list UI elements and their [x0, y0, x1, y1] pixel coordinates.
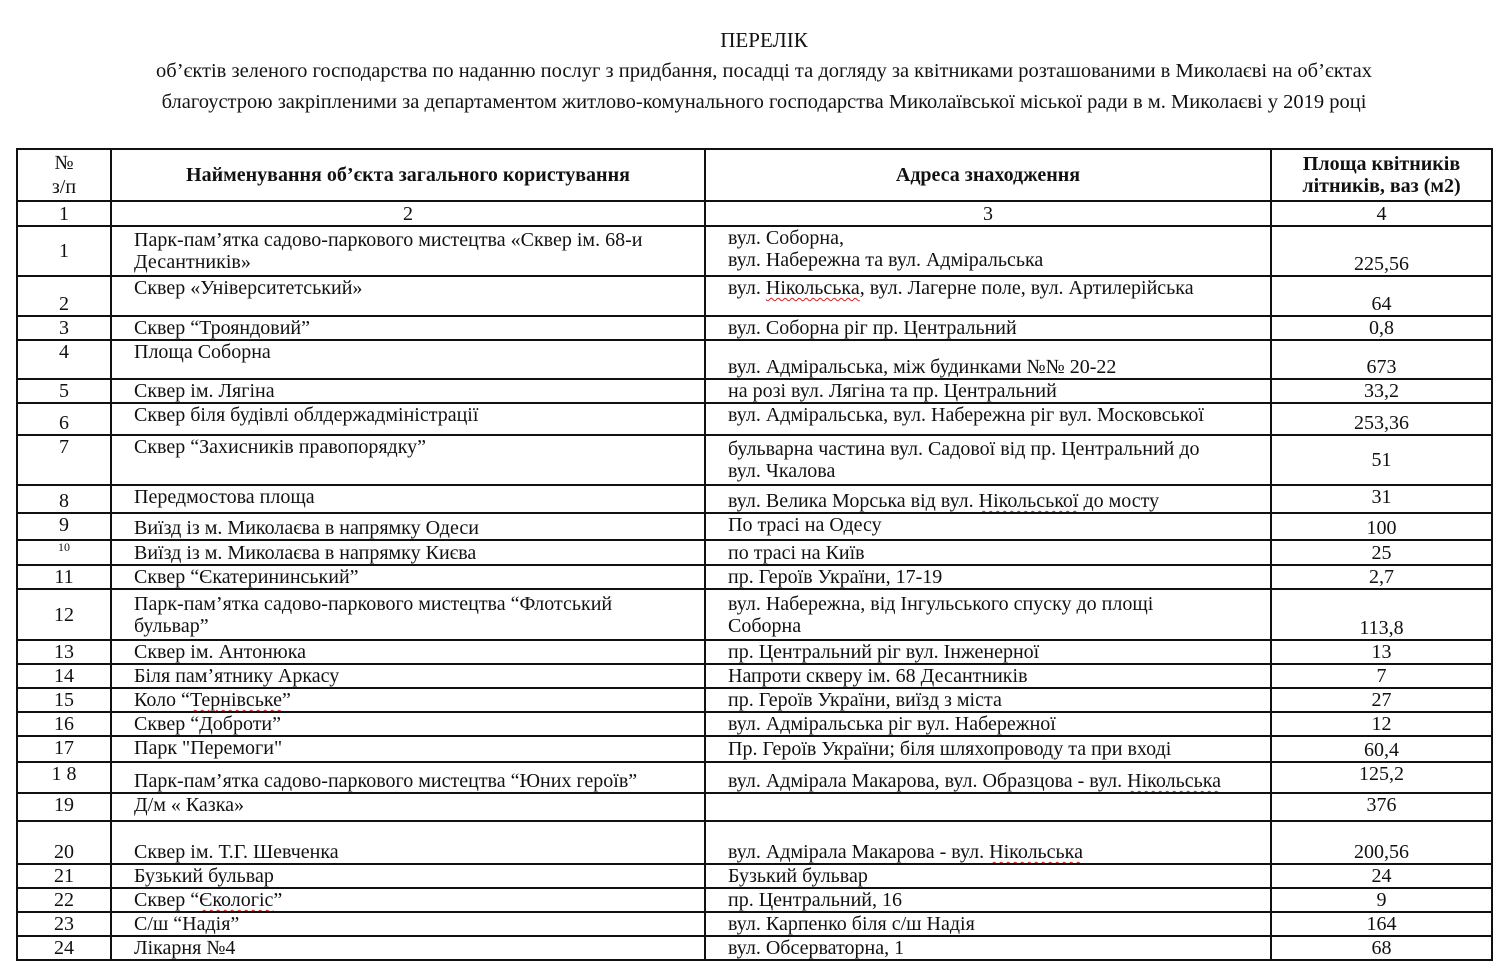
flowerbed-area: 100	[1271, 513, 1492, 540]
object-address	[705, 793, 1271, 821]
table-row	[17, 435, 1492, 485]
object-address: вул. Соборна ріг пр. Центральний	[705, 316, 1271, 340]
object-name	[111, 226, 705, 276]
document-title: ПЕРЕЛІК	[720, 28, 808, 52]
header-number-abbr: з/п	[51, 176, 77, 198]
row-number: 11	[17, 565, 111, 589]
row-number: 3	[17, 316, 111, 340]
table-row	[17, 540, 1492, 565]
address-part-misspelled: Нікольська	[765, 277, 860, 299]
flowerbed-area: 25	[1271, 540, 1492, 565]
name-part-misspelled: Єкологіс	[199, 889, 274, 911]
table-row	[17, 589, 1492, 640]
table-row	[17, 821, 1492, 864]
flowerbed-area: 13	[1271, 640, 1492, 664]
row-number: 21	[17, 864, 111, 888]
flowerbed-area: 253,36	[1271, 403, 1492, 435]
header-number-symbol: №	[54, 152, 74, 174]
header-number	[17, 149, 111, 201]
column-number: 3	[705, 201, 1271, 226]
table-row	[17, 640, 1492, 664]
address-line: вул. Набережна, від Інгульського спуску до площі	[728, 592, 1154, 615]
table-row	[17, 888, 1492, 912]
row-number: 23	[17, 912, 111, 936]
flowerbed-area: 68	[1271, 936, 1492, 960]
address-part: вул. Велика Морська від вул.	[728, 490, 979, 512]
object-name	[111, 888, 705, 912]
address-part-misspelled: Нікольська	[989, 841, 1083, 863]
name-part: Сквер “	[134, 889, 200, 911]
table-row	[17, 379, 1492, 403]
flowerbed-area: 12	[1271, 712, 1492, 736]
object-address	[705, 435, 1271, 485]
address-part: вул. Адмірала Макарова - вул.	[728, 841, 990, 863]
object-address: По трасі на Одесу	[705, 513, 1271, 540]
object-name	[111, 688, 705, 712]
object-name: Виїзд із м. Миколаєва в напрямку Одеси	[111, 513, 705, 540]
row-number: 17	[17, 736, 111, 762]
flowerbed-area: 24	[1271, 864, 1492, 888]
flowerbed-area: 113,8	[1271, 589, 1492, 640]
object-name: Лікарня №4	[111, 936, 705, 960]
row-number: 19	[17, 793, 111, 821]
object-name-line: Парк-пам’ятка садово-паркового мистецтва “Флотський	[134, 592, 613, 615]
address-line: вул. Соборна,	[728, 227, 844, 249]
address-part-misspelled: Нікольська	[1127, 770, 1221, 792]
row-number: 2	[17, 276, 111, 316]
table-row	[17, 276, 1492, 316]
flowerbed-area: 33,2	[1271, 379, 1492, 403]
address-line: бульварна частина вул. Садової від пр. Центральний до	[728, 438, 1200, 460]
row-number: 13	[17, 640, 111, 664]
table-row	[17, 912, 1492, 936]
table-row	[17, 936, 1492, 960]
header-name: Найменування об’єкта загального користування	[111, 149, 705, 201]
address-line: вул. Набережна та вул. Адміральська	[728, 249, 1044, 271]
table-row	[17, 485, 1492, 513]
flowerbed-area: 125,2	[1271, 762, 1492, 793]
row-number: 6	[17, 403, 111, 435]
document-subtitle-line-2: благоустрою закріпленими за департаментом житлово-комунального господарства Миколаївської міської ради в м. Миколаєві у 2019 році	[161, 91, 1367, 113]
object-address	[705, 485, 1271, 513]
object-name: Сквер ім. Антонюка	[111, 640, 705, 664]
address-line: Соборна	[728, 614, 802, 637]
object-name: Передмостова площа	[111, 485, 705, 513]
name-part-misspelled: Тернівське	[189, 689, 282, 711]
row-number: 4	[17, 340, 111, 379]
object-address	[705, 276, 1271, 316]
row-number: 20	[17, 821, 111, 864]
flowerbed-area: 27	[1271, 688, 1492, 712]
table-row	[17, 340, 1492, 379]
object-address: по трасі на Київ	[705, 540, 1271, 565]
object-name: Сквер “Доброти”	[111, 712, 705, 736]
table-row	[17, 762, 1492, 793]
object-address: вул. Обсерваторна, 1	[705, 936, 1271, 960]
header-area	[1271, 149, 1492, 201]
object-address	[705, 762, 1271, 793]
object-address: вул. Адміральська, між будинками №№ 20-22	[705, 340, 1271, 379]
object-name: Сквер «Університетський»	[111, 276, 705, 316]
object-name: Д/м « Казка»	[111, 793, 705, 821]
object-address: пр. Центральний ріг вул. Інженерної	[705, 640, 1271, 664]
flowerbed-area: 60,4	[1271, 736, 1492, 762]
object-name: Парк "Перемоги"	[111, 736, 705, 762]
object-name-line: Десантників»	[134, 251, 251, 273]
header-area-line-1: Площа квітників	[1302, 153, 1461, 175]
object-address: пр. Героїв України, 17-19	[705, 565, 1271, 589]
row-number: 12	[17, 589, 111, 640]
row-number: 15	[17, 688, 111, 712]
table-row	[17, 226, 1492, 276]
address-part: до мосту	[1078, 490, 1160, 512]
object-name: Виїзд із м. Миколаєва в напрямку Києва	[111, 540, 705, 565]
object-name-line: бульвар”	[134, 614, 209, 637]
object-address: пр. Центральний, 16	[705, 888, 1271, 912]
object-address	[705, 226, 1271, 276]
object-name: Бузький бульвар	[111, 864, 705, 888]
address-part: , вул. Лагерне поле, вул. Артилерійська	[859, 277, 1194, 299]
table-row	[17, 736, 1492, 762]
flowerbed-area: 0,8	[1271, 316, 1492, 340]
object-name: Біля пам’ятнику Аркасу	[111, 664, 705, 688]
table-row	[17, 565, 1492, 589]
row-number: 7	[17, 435, 111, 485]
column-number: 1	[17, 201, 111, 226]
object-name: Парк-пам’ятка садово-паркового мистецтва “Юних героїв”	[111, 762, 705, 793]
address-part: вул.	[728, 277, 766, 299]
object-address: Напроти скверу ім. 68 Десантників	[705, 664, 1271, 688]
address-part: вул. Адмірала Макарова, вул. Образцова - вул.	[728, 770, 1128, 792]
column-number: 4	[1271, 201, 1492, 226]
object-address: на розі вул. Лягіна та пр. Центральний	[705, 379, 1271, 403]
column-number: 2	[111, 201, 705, 226]
row-number: 10	[17, 540, 111, 565]
object-address: пр. Героїв України, виїзд з міста	[705, 688, 1271, 712]
flowerbed-area: 225,56	[1271, 226, 1492, 276]
table-row	[17, 688, 1492, 712]
row-number: 5	[17, 379, 111, 403]
name-part: ”	[281, 689, 291, 711]
object-name: Сквер біля будівлі облдержадміністрації	[111, 403, 705, 435]
name-part: Коло “	[134, 689, 190, 711]
object-name: С/ш “Надія”	[111, 912, 705, 936]
header-address: Адреса знаходження	[705, 149, 1271, 201]
flowerbed-area: 64	[1271, 276, 1492, 316]
table-row	[17, 712, 1492, 736]
table-row	[17, 316, 1492, 340]
object-name: Сквер ім. Т.Г. Шевченка	[111, 821, 705, 864]
flowerbed-area: 164	[1271, 912, 1492, 936]
flowerbed-area: 200,56	[1271, 821, 1492, 864]
object-address: Пр. Героїв України; біля шляхопроводу та при вході	[705, 736, 1271, 762]
table-row	[17, 664, 1492, 688]
object-address: вул. Адміральська ріг вул. Набережної	[705, 712, 1271, 736]
table-row	[17, 793, 1492, 821]
table-header-row	[17, 149, 1492, 201]
name-part: ”	[273, 889, 283, 911]
object-address: Бузький бульвар	[705, 864, 1271, 888]
flowerbed-area: 673	[1271, 340, 1492, 379]
flowerbed-area: 376	[1271, 793, 1492, 821]
flowerbed-area: 9	[1271, 888, 1492, 912]
flowerbed-area: 51	[1271, 435, 1492, 485]
object-name: Сквер “Захисників правопорядку”	[111, 435, 705, 485]
row-number: 16	[17, 712, 111, 736]
table-row	[17, 403, 1492, 435]
document-subtitle-line-1: об’єктів зеленого господарства по наданню послуг з придбання, посадці та догляду за квітниками розташованими в Миколаєві на об’єктах	[156, 60, 1372, 82]
flowerbed-area: 31	[1271, 485, 1492, 513]
object-address: вул. Адміральська, вул. Набережна ріг вул. Московської	[705, 403, 1271, 435]
table-row	[17, 513, 1492, 540]
object-name: Сквер “Єкатерининський”	[111, 565, 705, 589]
object-name: Площа Соборна	[111, 340, 705, 379]
object-address: вул. Карпенко біля с/ш Надія	[705, 912, 1271, 936]
object-name-line: Парк-пам’ятка садово-паркового мистецтва «Сквер ім. 68-и	[134, 229, 643, 251]
header-area-line-2: літників, ваз (м2)	[1302, 175, 1461, 197]
column-number-row	[17, 201, 1492, 226]
row-number: 9	[17, 513, 111, 540]
address-part-misspelled: Нікольської	[978, 490, 1079, 512]
flowerbed-area: 7	[1271, 664, 1492, 688]
row-number: 1	[17, 226, 111, 276]
row-number: 24	[17, 936, 111, 960]
address-line: вул. Чкалова	[728, 460, 836, 482]
object-name: Сквер “Трояндовий”	[111, 316, 705, 340]
flowerbed-area: 2,7	[1271, 565, 1492, 589]
row-number: 22	[17, 888, 111, 912]
table-row	[17, 864, 1492, 888]
row-number: 14	[17, 664, 111, 688]
object-name	[111, 589, 705, 640]
row-number: 8	[17, 485, 111, 513]
object-address	[705, 821, 1271, 864]
green-objects-table	[16, 148, 1493, 961]
object-name: Сквер ім. Лягіна	[111, 379, 705, 403]
object-address	[705, 589, 1271, 640]
row-number: 1 8	[17, 762, 111, 793]
